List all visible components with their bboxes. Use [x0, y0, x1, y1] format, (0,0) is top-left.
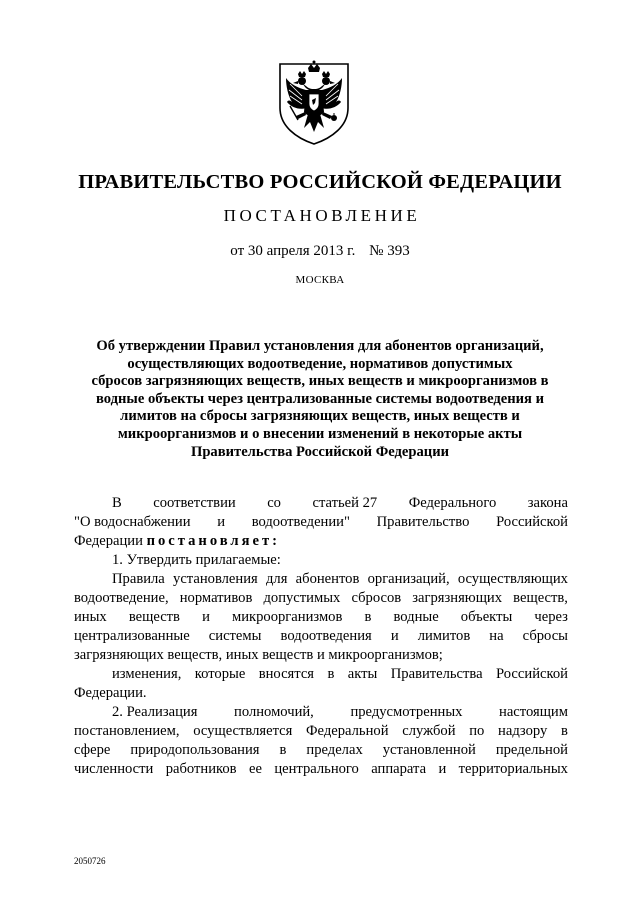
body-word: для — [266, 571, 288, 587]
body-word: ее — [248, 761, 262, 777]
body-word: сбросы — [522, 628, 568, 644]
title-line: микроорганизмов и о внесении изменений в некоторые акты — [117, 425, 523, 442]
body-word: соответствии — [153, 495, 236, 511]
body-word: по — [469, 723, 485, 739]
body-word: аппарата — [371, 761, 427, 777]
body-word: "О водоснабжении — [74, 514, 191, 530]
document-code: 2050726 — [74, 856, 106, 866]
body-word: природопользования — [130, 742, 260, 758]
body-word: системы — [208, 628, 262, 644]
body-word: службой — [402, 723, 456, 739]
document-date: от 30 апреля 2013 г. — [230, 243, 356, 259]
body-word: установленной — [382, 742, 476, 758]
body-line — [74, 608, 568, 627]
title-line: лимитов на сбросы загрязняющих веществ, иных веществ и — [120, 408, 520, 425]
body-word: В — [112, 495, 122, 511]
body-line — [74, 570, 568, 589]
body-word: Федеральной — [306, 723, 389, 739]
body-word: в — [279, 742, 287, 758]
body-word: Российской — [496, 666, 568, 682]
body-word: лимитов — [417, 628, 471, 644]
body-word: 2. Реализация — [112, 704, 198, 720]
body-word: пределах — [306, 742, 363, 758]
city: МОСКВА — [295, 274, 345, 286]
body-word: в — [561, 723, 568, 739]
body-word: микроорганизмов — [231, 609, 343, 625]
body-word: Российской — [496, 514, 568, 530]
body-word: численности — [74, 761, 154, 777]
body-word: Правила — [112, 571, 165, 587]
government-name: ПРАВИТЕЛЬСТВО РОССИЙСКОЙ ФЕДЕРАЦИИ — [78, 171, 562, 193]
body-word: водные — [393, 609, 439, 625]
body-word: Правительства — [390, 666, 483, 682]
body-word: акты — [347, 666, 378, 682]
body-word: центрального — [274, 761, 359, 777]
body-text: Федерации — [74, 533, 143, 549]
body-word: осуществляющих — [457, 571, 568, 587]
body-word: со — [267, 495, 281, 511]
body-word: Федерального — [408, 495, 497, 511]
body-line: 1. Утвердить прилагаемые: — [112, 552, 281, 568]
body-word: загрязняющих — [412, 590, 503, 606]
title-line: водные объекты через централизованные системы водоотведения и — [95, 390, 545, 407]
body-word: и — [438, 761, 447, 777]
body-word: объекты — [460, 609, 513, 625]
body-word: централизованные — [74, 628, 190, 644]
body-word: абонентов — [295, 571, 360, 587]
number-sign: № — [369, 243, 384, 259]
body-word: и — [217, 514, 226, 530]
body-word: в — [364, 609, 372, 625]
body-word: сбросов — [351, 590, 402, 606]
document-title — [78, 338, 562, 461]
body-word: закона — [527, 495, 568, 511]
body-line — [74, 741, 568, 760]
decree-verb: постановляет: — [146, 533, 281, 549]
body-line — [74, 589, 568, 608]
body-word: надзору — [498, 723, 548, 739]
body-line: Федерации. — [74, 685, 147, 701]
body-word: веществ, — [513, 590, 568, 606]
document-type: ПОСТАНОВЛЕНИЕ — [223, 206, 421, 225]
body-word: допустимых — [263, 590, 341, 606]
body-word: организаций, — [367, 571, 450, 587]
document-body — [74, 494, 568, 779]
body-word: водоотведения — [280, 628, 372, 644]
body-line — [74, 532, 568, 551]
title-line: сбросов загрязняющих веществ, иных веществ и микроорганизмов в — [91, 373, 549, 390]
body-word: водоотведение, — [74, 590, 169, 606]
date-number-line — [0, 243, 640, 260]
body-line — [74, 494, 568, 513]
title-line: Об утверждении Правил установления для абонентов организаций, — [96, 338, 544, 354]
body-line — [74, 513, 568, 532]
body-word: установления — [173, 571, 258, 587]
body-word: вносятся — [258, 666, 315, 682]
body-word: изменения, — [112, 666, 182, 682]
body-word: предусмотренных — [350, 704, 463, 720]
title-line: осуществляющих водоотведение, нормативов допустимых — [127, 355, 513, 372]
body-word: территориальных — [458, 761, 568, 777]
title-line: Правительства Российской Федерации — [190, 443, 450, 460]
body-word: водоотведении" — [251, 514, 350, 530]
body-word: настоящим — [499, 704, 568, 720]
body-word: работников — [165, 761, 237, 777]
body-word: в — [327, 666, 335, 682]
body-word: постановлением, — [74, 723, 180, 739]
body-word: статьей 27 — [312, 495, 378, 511]
body-word: иных — [74, 609, 107, 625]
body-word: осуществляется — [193, 723, 293, 739]
body-word: полномочий, — [234, 704, 314, 720]
body-line: загрязняющих веществ, иных веществ и микроорганизмов; — [74, 647, 443, 663]
coat-of-arms-emblem — [272, 56, 356, 146]
body-line — [74, 665, 568, 684]
body-word: предельной — [495, 742, 568, 758]
body-word: и — [202, 609, 210, 625]
body-line — [74, 627, 568, 646]
body-word: и — [390, 628, 399, 644]
body-line — [74, 703, 568, 722]
body-line — [74, 722, 568, 741]
body-word: на — [489, 628, 504, 644]
body-word: нормативов — [179, 590, 253, 606]
body-word: сфере — [74, 742, 111, 758]
body-word: веществ — [128, 609, 180, 625]
body-word: через — [534, 609, 568, 625]
body-line — [74, 760, 568, 779]
body-word: которые — [194, 666, 246, 682]
document-number: 393 — [387, 243, 410, 259]
body-word: Правительство — [376, 514, 470, 530]
